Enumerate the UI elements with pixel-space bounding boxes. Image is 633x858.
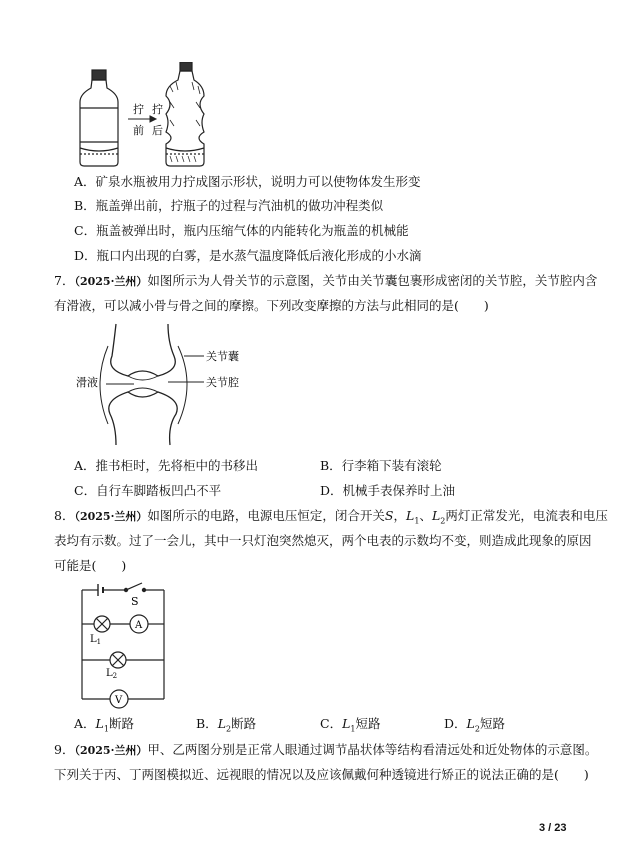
switch-label: S xyxy=(131,595,139,608)
q8-stem-line2: 表均有示数。过了一会儿，其中一只灯泡突然熄灭，两个电表的示数均不变，则造成此现象的原因 xyxy=(54,533,592,548)
label-after-1: 拧 xyxy=(152,103,163,116)
voltmeter-label: V xyxy=(115,695,123,706)
q8-source: （2025·兰州） xyxy=(74,510,148,523)
q9-stem-line2: 下列关于丙、丁两图模拟近、远视眼的情况以及应该佩戴何种透镜进行矫正的说法正确的是( ) xyxy=(54,767,589,782)
q8-line1-d: 两灯正常发光，电流表和电压 xyxy=(445,508,608,523)
q8-var-l1: L xyxy=(406,508,415,523)
q9-source: （2025·兰州） xyxy=(74,744,148,757)
q7-stem-line1 xyxy=(54,273,597,290)
lamp1-label: $L_1$ xyxy=(90,634,102,646)
q7-stem-line2: 有滑液，可以减小骨与骨之间的摩擦。下列改变摩擦的方法与此相同的是( ) xyxy=(54,298,489,313)
q8-line1-b: ， xyxy=(393,508,407,523)
arrow-icon xyxy=(128,116,156,122)
q8-option-d: D．$L_2$短路 xyxy=(444,716,505,734)
q8-stem-line1 xyxy=(54,508,608,530)
ammeter-label: A xyxy=(135,620,143,631)
page-number: 3 / 23 xyxy=(539,822,567,834)
bottle-after xyxy=(166,62,204,166)
q7-number: 7． xyxy=(54,273,75,288)
joint-figure xyxy=(76,322,256,447)
q6-option-a: A．矿泉水瓶被用力拧成图示形状，说明力可以使物体发生形变 xyxy=(74,174,421,189)
q8-option-c: C．$L_1$短路 xyxy=(320,716,381,734)
label-synovial-fluid: 滑液 xyxy=(76,376,98,389)
label-joint-capsule: 关节囊 xyxy=(206,350,239,363)
q8-var-s: S xyxy=(384,508,394,523)
q6-option-c: C．瓶盖被弹出时，瓶内压缩气体的内能转化为瓶盖的机械能 xyxy=(74,223,409,238)
label-before-1: 拧 xyxy=(133,103,144,116)
q9-line1: 甲、乙两图分别是正常人眼通过调节晶状体等结构看清远处和近处物体的示意图。 xyxy=(147,742,598,757)
label-after-2: 后 xyxy=(152,124,163,137)
q6-option-b: B．瓶盖弹出前，拧瓶子的过程与汽油机的做功冲程类似 xyxy=(74,198,384,213)
lamp2-label: $L_2$ xyxy=(106,668,118,680)
q8-option-b: B．$L_2$断路 xyxy=(196,716,257,734)
q6-option-d: D．瓶口内出现的白雾，是水蒸气温度降低后液化形成的小水滴 xyxy=(74,248,422,263)
label-joint-cavity: 关节腔 xyxy=(206,376,239,389)
q8-var-l1-sub: 1 xyxy=(414,516,420,526)
q8-option-a: A．$L_1$断路 xyxy=(74,716,134,734)
q8-line1-a: 如图所示的电路，电源电压恒定，闭合开关 xyxy=(147,508,385,523)
circuit-figure xyxy=(76,580,171,710)
q7-option-d: D．机械手表保养时上油 xyxy=(320,483,456,498)
q8-number: 8． xyxy=(54,508,75,523)
q8-stem-line3: 可能是( ) xyxy=(54,558,127,573)
q8-var-l2: L xyxy=(431,508,441,523)
q9-stem-line1 xyxy=(54,742,597,759)
label-before-2: 前 xyxy=(133,124,144,137)
bottles-figure xyxy=(70,62,220,172)
q7-option-a: A．推书柜时，先将柜中的书移出 xyxy=(74,458,259,473)
q7-source: （2025·兰州） xyxy=(74,275,148,288)
bottle-before xyxy=(80,70,118,166)
q9-number: 9． xyxy=(54,742,75,757)
q7-line1: 如图所示为人骨关节的示意图，关节由关节囊包裹形成密闭的关节腔，关节腔内含 xyxy=(147,273,598,288)
q8-line1-c: 、 xyxy=(419,508,432,523)
q8-var-l2-sub: 2 xyxy=(440,516,446,526)
q7-option-b: B．行李箱下装有滚轮 xyxy=(320,458,442,473)
q7-option-c: C．自行车脚踏板凹凸不平 xyxy=(74,483,222,498)
